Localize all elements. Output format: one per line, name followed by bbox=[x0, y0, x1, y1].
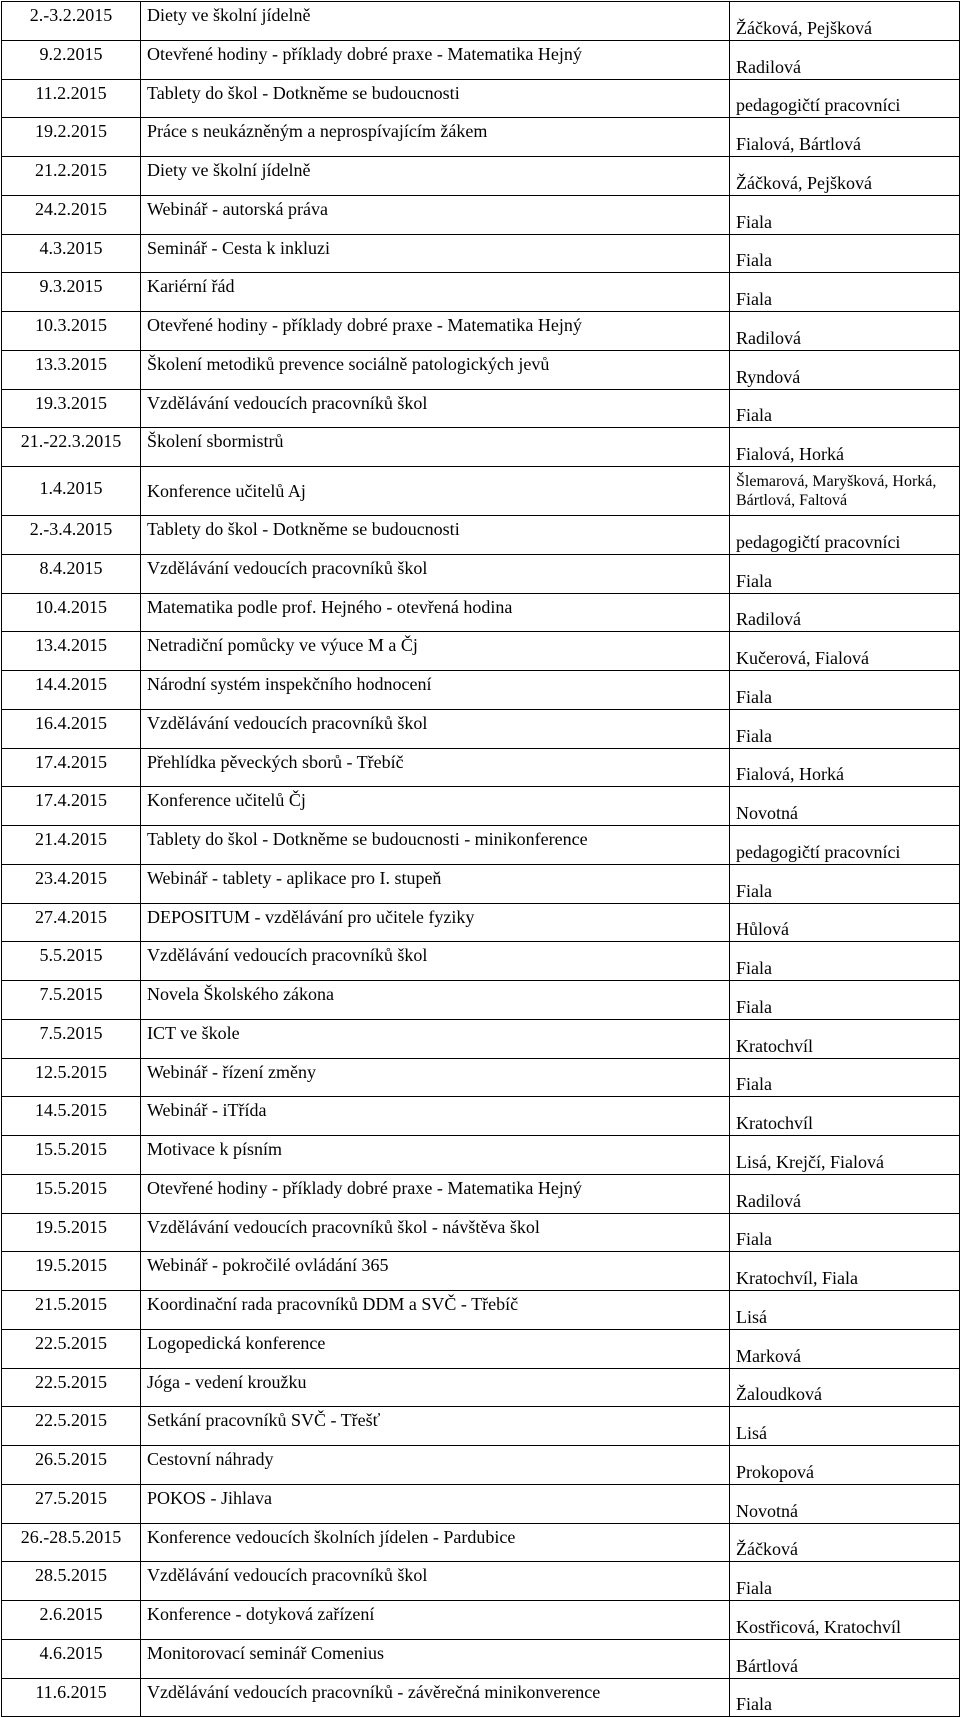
event-cell: Diety ve školní jídelně bbox=[141, 2, 730, 41]
participants-cell: Šlemarová, Maryšková, Horká, Bártlová, Faltová bbox=[730, 467, 960, 516]
table-row bbox=[2, 1639, 960, 1678]
table-row bbox=[2, 428, 960, 467]
participants-cell: Novotná bbox=[730, 1484, 960, 1523]
table-row bbox=[2, 1097, 960, 1136]
participants-cell: Bártlová bbox=[730, 1639, 960, 1678]
date-cell: 9.3.2015 bbox=[2, 273, 141, 312]
date-cell: 8.4.2015 bbox=[2, 554, 141, 593]
participants-cell: Hůlová bbox=[730, 903, 960, 942]
date-cell: 11.6.2015 bbox=[2, 1678, 141, 1717]
event-cell: Kariérní řád bbox=[141, 273, 730, 312]
table-row bbox=[2, 1601, 960, 1640]
participants-cell: pedagogičtí pracovníci bbox=[730, 516, 960, 555]
table-row bbox=[2, 350, 960, 389]
participants-cell: pedagogičtí pracovníci bbox=[730, 826, 960, 865]
participants-cell: Fiala bbox=[730, 1213, 960, 1252]
date-cell: 5.5.2015 bbox=[2, 942, 141, 981]
table-row bbox=[2, 748, 960, 787]
date-cell: 10.3.2015 bbox=[2, 312, 141, 351]
date-cell: 27.5.2015 bbox=[2, 1484, 141, 1523]
participants-cell: Radilová bbox=[730, 593, 960, 632]
event-cell: Vzdělávání vedoucích pracovníků škol bbox=[141, 554, 730, 593]
date-cell: 24.2.2015 bbox=[2, 195, 141, 234]
participants-cell: Fiala bbox=[730, 709, 960, 748]
table-row bbox=[2, 1368, 960, 1407]
date-cell: 17.4.2015 bbox=[2, 787, 141, 826]
participants-cell: Lisá bbox=[730, 1407, 960, 1446]
participants-cell: Marková bbox=[730, 1329, 960, 1368]
event-cell: Motivace k písním bbox=[141, 1136, 730, 1175]
table-row bbox=[2, 1407, 960, 1446]
date-cell: 28.5.2015 bbox=[2, 1562, 141, 1601]
table-row bbox=[2, 1291, 960, 1330]
event-cell: Koordinační rada pracovníků DDM a SVČ - Třebíč bbox=[141, 1291, 730, 1330]
date-cell: 14.5.2015 bbox=[2, 1097, 141, 1136]
participants-cell: Fiala bbox=[730, 1678, 960, 1717]
table-row bbox=[2, 195, 960, 234]
table-row bbox=[2, 389, 960, 428]
table-row bbox=[2, 1484, 960, 1523]
participants-cell: Ryndová bbox=[730, 350, 960, 389]
table-row bbox=[2, 1213, 960, 1252]
table-row bbox=[2, 903, 960, 942]
date-cell: 22.5.2015 bbox=[2, 1407, 141, 1446]
date-cell: 26.-28.5.2015 bbox=[2, 1523, 141, 1562]
event-cell: Diety ve školní jídelně bbox=[141, 157, 730, 196]
participants-cell: Fiala bbox=[730, 981, 960, 1020]
table-row bbox=[2, 864, 960, 903]
event-cell: Přehlídka pěveckých sborů - Třebíč bbox=[141, 748, 730, 787]
event-cell: Netradiční pomůcky ve výuce M a Čj bbox=[141, 632, 730, 671]
date-cell: 7.5.2015 bbox=[2, 981, 141, 1020]
table-row bbox=[2, 467, 960, 516]
event-cell: Webinář - řízení změny bbox=[141, 1058, 730, 1097]
event-cell: Monitorovací seminář Comenius bbox=[141, 1639, 730, 1678]
participants-cell: pedagogičtí pracovníci bbox=[730, 79, 960, 118]
date-cell: 22.5.2015 bbox=[2, 1368, 141, 1407]
table-row bbox=[2, 1329, 960, 1368]
date-cell: 21.4.2015 bbox=[2, 826, 141, 865]
event-cell: Webinář - tablety - aplikace pro I. stupeň bbox=[141, 864, 730, 903]
participants-cell: Kratochvíl bbox=[730, 1097, 960, 1136]
date-cell: 13.4.2015 bbox=[2, 632, 141, 671]
participants-cell: Kratochvíl bbox=[730, 1019, 960, 1058]
participants-cell: Fiala bbox=[730, 234, 960, 273]
table-row bbox=[2, 312, 960, 351]
date-cell: 21.-22.3.2015 bbox=[2, 428, 141, 467]
date-cell: 15.5.2015 bbox=[2, 1136, 141, 1175]
table-row bbox=[2, 1446, 960, 1485]
table-body bbox=[2, 2, 960, 1717]
table-row bbox=[2, 1252, 960, 1291]
table-row bbox=[2, 787, 960, 826]
table-row bbox=[2, 1019, 960, 1058]
event-cell: Vzdělávání vedoucích pracovníků škol bbox=[141, 389, 730, 428]
date-cell: 4.6.2015 bbox=[2, 1639, 141, 1678]
date-cell: 7.5.2015 bbox=[2, 1019, 141, 1058]
participants-cell: Žáčková bbox=[730, 1523, 960, 1562]
date-cell: 11.2.2015 bbox=[2, 79, 141, 118]
table-row bbox=[2, 40, 960, 79]
date-cell: 10.4.2015 bbox=[2, 593, 141, 632]
event-cell: Logopedická konference bbox=[141, 1329, 730, 1368]
event-cell: Práce s neukázněným a neprospívajícím žákem bbox=[141, 118, 730, 157]
participants-cell: Fiala bbox=[730, 389, 960, 428]
event-cell: ICT ve škole bbox=[141, 1019, 730, 1058]
event-cell: Konference učitelů Aj bbox=[141, 467, 730, 516]
date-cell: 4.3.2015 bbox=[2, 234, 141, 273]
participants-cell: Kučerová, Fialová bbox=[730, 632, 960, 671]
event-cell: Tablety do škol - Dotkněme se budoucnosti bbox=[141, 79, 730, 118]
table-row bbox=[2, 1562, 960, 1601]
event-cell: Školení metodiků prevence sociálně patologických jevů bbox=[141, 350, 730, 389]
date-cell: 2.-3.2.2015 bbox=[2, 2, 141, 41]
date-cell: 13.3.2015 bbox=[2, 350, 141, 389]
participants-cell: Prokopová bbox=[730, 1446, 960, 1485]
event-cell: Konference učitelů Čj bbox=[141, 787, 730, 826]
event-cell: Vzdělávání vedoucích pracovníků škol bbox=[141, 1562, 730, 1601]
table-row bbox=[2, 1058, 960, 1097]
participants-cell: Lisá bbox=[730, 1291, 960, 1330]
participants-cell: Fiala bbox=[730, 942, 960, 981]
participants-cell: Žáčková, Pejšková bbox=[730, 2, 960, 41]
date-cell: 12.5.2015 bbox=[2, 1058, 141, 1097]
event-cell: Otevřené hodiny - příklady dobré praxe - Matematika Hejný bbox=[141, 40, 730, 79]
date-cell: 19.2.2015 bbox=[2, 118, 141, 157]
participants-cell: Fiala bbox=[730, 273, 960, 312]
table-row bbox=[2, 1174, 960, 1213]
table-row bbox=[2, 1136, 960, 1175]
event-cell: Seminář - Cesta k inkluzi bbox=[141, 234, 730, 273]
date-cell: 19.5.2015 bbox=[2, 1213, 141, 1252]
event-cell: Vzdělávání vedoucích pracovníků škol - návštěva škol bbox=[141, 1213, 730, 1252]
event-cell: Webinář - autorská práva bbox=[141, 195, 730, 234]
table-row bbox=[2, 981, 960, 1020]
participants-cell: Fialová, Horká bbox=[730, 748, 960, 787]
table-row bbox=[2, 79, 960, 118]
participants-cell: Kratochvíl, Fiala bbox=[730, 1252, 960, 1291]
event-cell: Cestovní náhrady bbox=[141, 1446, 730, 1485]
table-row bbox=[2, 234, 960, 273]
date-cell: 19.5.2015 bbox=[2, 1252, 141, 1291]
date-cell: 19.3.2015 bbox=[2, 389, 141, 428]
participants-cell: Radilová bbox=[730, 40, 960, 79]
participants-cell: Lisá, Krejčí, Fialová bbox=[730, 1136, 960, 1175]
date-cell: 1.4.2015 bbox=[2, 467, 141, 516]
table-row bbox=[2, 942, 960, 981]
participants-cell: Fiala bbox=[730, 554, 960, 593]
participants-cell: Radilová bbox=[730, 1174, 960, 1213]
participants-cell: Žaloudková bbox=[730, 1368, 960, 1407]
table-row bbox=[2, 593, 960, 632]
table-row bbox=[2, 2, 960, 41]
participants-cell: Fialová, Horká bbox=[730, 428, 960, 467]
event-cell: Matematika podle prof. Hejného - otevřená hodina bbox=[141, 593, 730, 632]
table-row bbox=[2, 1523, 960, 1562]
date-cell: 23.4.2015 bbox=[2, 864, 141, 903]
date-cell: 21.2.2015 bbox=[2, 157, 141, 196]
date-cell: 17.4.2015 bbox=[2, 748, 141, 787]
participants-cell: Fiala bbox=[730, 195, 960, 234]
event-cell: Konference vedoucích školních jídelen - Pardubice bbox=[141, 1523, 730, 1562]
date-cell: 21.5.2015 bbox=[2, 1291, 141, 1330]
date-cell: 2.6.2015 bbox=[2, 1601, 141, 1640]
date-cell: 15.5.2015 bbox=[2, 1174, 141, 1213]
event-cell: Vzdělávání vedoucích pracovníků škol bbox=[141, 709, 730, 748]
event-cell: Konference - dotyková zařízení bbox=[141, 1601, 730, 1640]
table-row bbox=[2, 118, 960, 157]
event-cell: Národní systém inspekčního hodnocení bbox=[141, 671, 730, 710]
date-cell: 22.5.2015 bbox=[2, 1329, 141, 1368]
event-cell: Tablety do škol - Dotkněme se budoucnosti bbox=[141, 516, 730, 555]
date-cell: 14.4.2015 bbox=[2, 671, 141, 710]
event-cell: DEPOSITUM - vzdělávání pro učitele fyziky bbox=[141, 903, 730, 942]
event-cell: Tablety do škol - Dotkněme se budoucnosti - minikonference bbox=[141, 826, 730, 865]
event-cell: Otevřené hodiny - příklady dobré praxe - Matematika Hejný bbox=[141, 312, 730, 351]
event-cell: Webinář - iTřída bbox=[141, 1097, 730, 1136]
date-cell: 27.4.2015 bbox=[2, 903, 141, 942]
participants-cell: Kostřicová, Kratochvíl bbox=[730, 1601, 960, 1640]
event-cell: Otevřené hodiny - příklady dobré praxe - Matematika Hejný bbox=[141, 1174, 730, 1213]
event-cell: Novela Školského zákona bbox=[141, 981, 730, 1020]
table-row bbox=[2, 826, 960, 865]
event-cell: Školení sbormistrů bbox=[141, 428, 730, 467]
event-cell: POKOS - Jihlava bbox=[141, 1484, 730, 1523]
table-row bbox=[2, 1678, 960, 1717]
participants-cell: Fiala bbox=[730, 1562, 960, 1601]
date-cell: 2.-3.4.2015 bbox=[2, 516, 141, 555]
table-row bbox=[2, 709, 960, 748]
event-cell: Vzdělávání vedoucích pracovníků - závěrečná minikonverence bbox=[141, 1678, 730, 1717]
participants-cell: Fiala bbox=[730, 1058, 960, 1097]
table-row bbox=[2, 554, 960, 593]
event-cell: Vzdělávání vedoucích pracovníků škol bbox=[141, 942, 730, 981]
participants-cell: Radilová bbox=[730, 312, 960, 351]
participants-cell: Fialová, Bártlová bbox=[730, 118, 960, 157]
table-row bbox=[2, 273, 960, 312]
participants-cell: Fiala bbox=[730, 864, 960, 903]
table-row bbox=[2, 516, 960, 555]
date-cell: 16.4.2015 bbox=[2, 709, 141, 748]
table-row bbox=[2, 671, 960, 710]
table-row bbox=[2, 632, 960, 671]
event-cell: Jóga - vedení kroužku bbox=[141, 1368, 730, 1407]
date-cell: 26.5.2015 bbox=[2, 1446, 141, 1485]
event-cell: Setkání pracovníků SVČ - Třešť bbox=[141, 1407, 730, 1446]
event-cell: Webinář - pokročilé ovládání 365 bbox=[141, 1252, 730, 1291]
date-cell: 9.2.2015 bbox=[2, 40, 141, 79]
participants-cell: Fiala bbox=[730, 671, 960, 710]
participants-cell: Novotná bbox=[730, 787, 960, 826]
participants-cell: Žáčková, Pejšková bbox=[730, 157, 960, 196]
table-row bbox=[2, 157, 960, 196]
training-schedule-table bbox=[1, 1, 960, 1717]
